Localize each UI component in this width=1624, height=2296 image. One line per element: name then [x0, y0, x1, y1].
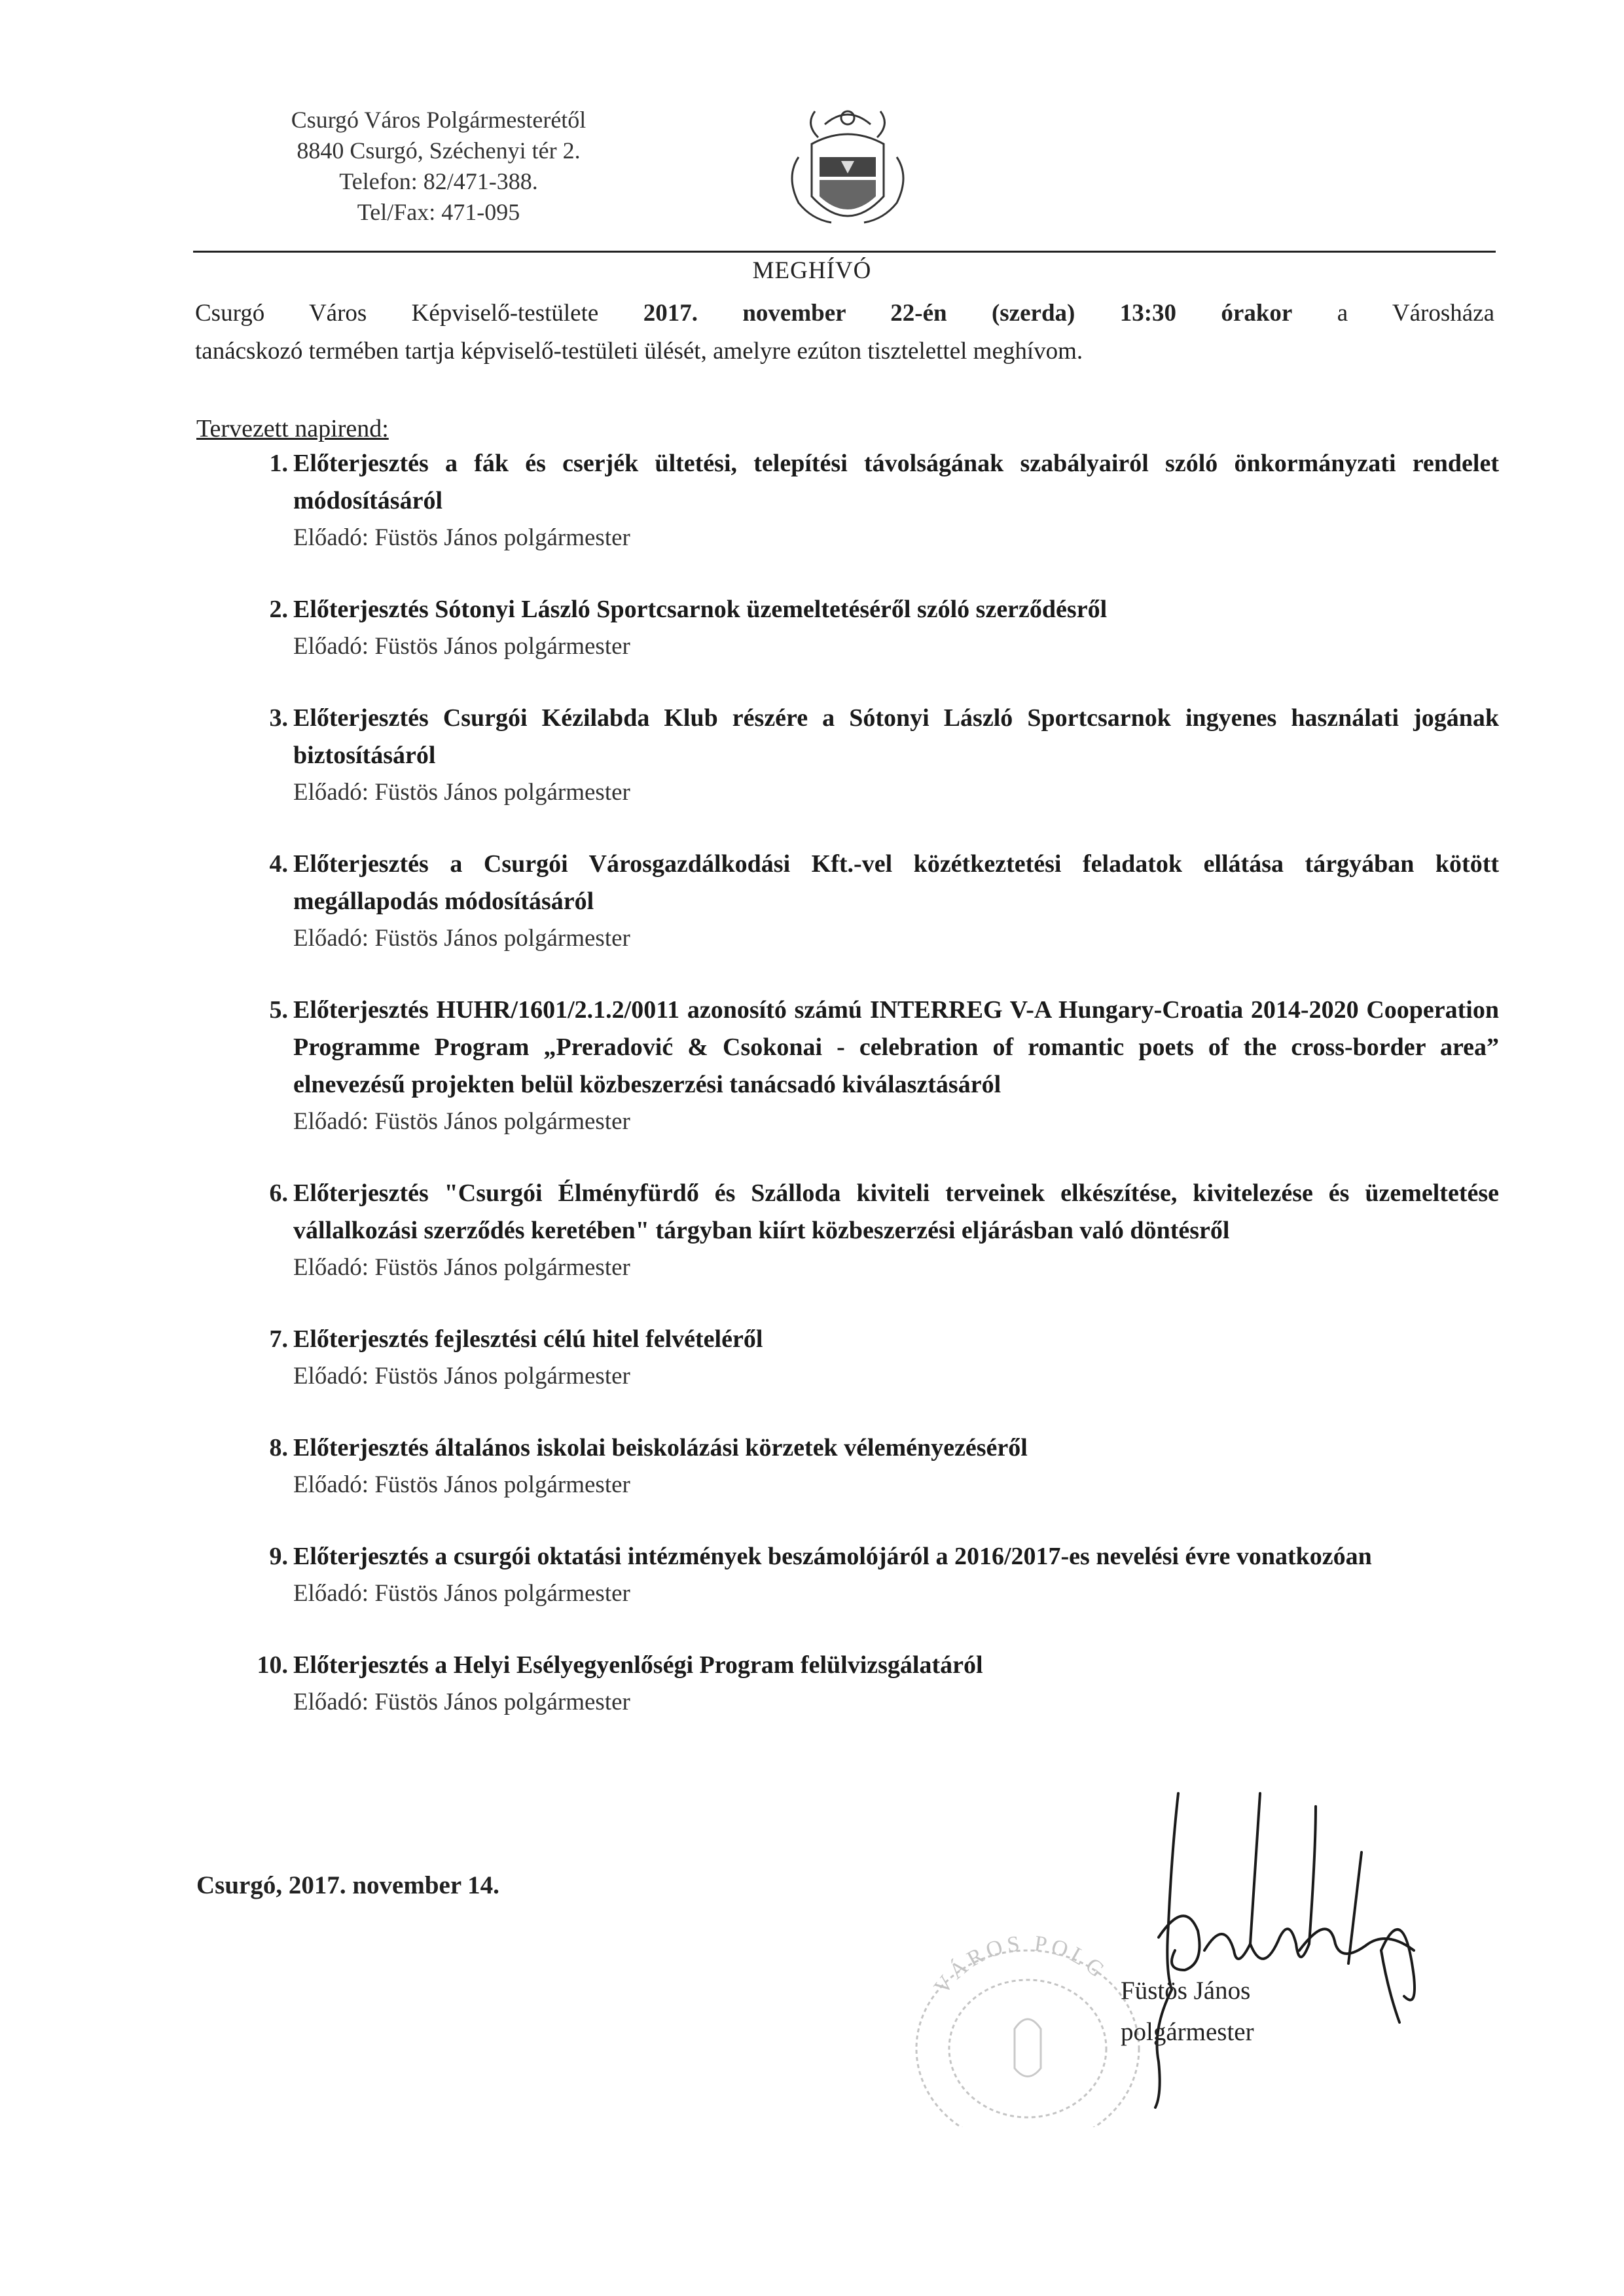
agenda-item [196, 1321, 1499, 1395]
invitation-line-1 [195, 295, 1494, 332]
page-title: MEGHÍVÓ [752, 257, 872, 284]
sender-fax: Tel/Fax: 471-095 [357, 199, 520, 225]
meeting-datetime: 2017. november 22-én (szerda) 13:30 órakor [643, 300, 1293, 327]
signer-name: Füstös János [1121, 1977, 1251, 2005]
agenda-item [196, 591, 1499, 665]
document-date: Csurgó, 2017. november 14. [196, 1871, 499, 1899]
intro-prefix: Csurgó Város Képviselő-testülete [195, 300, 643, 327]
agenda-item [196, 1175, 1499, 1286]
agenda-item-speaker: Előadó: Füstös János polgármester [293, 779, 630, 806]
agenda-item-speaker: Előadó: Füstös János polgármester [293, 925, 630, 952]
agenda-item-number: 10. [257, 1651, 288, 1679]
agenda-item-speaker: Előadó: Füstös János polgármester [293, 1580, 630, 1607]
agenda-item-speaker: Előadó: Füstös János polgármester [293, 524, 630, 551]
sender-name: Csurgó Város Polgármesterétől [291, 107, 586, 133]
coat-of-arms-icon [779, 98, 916, 242]
invitation-text [195, 295, 1494, 370]
agenda-list [196, 445, 1499, 1755]
agenda-heading: Tervezett napirend: [196, 415, 389, 442]
agenda-item-number: 7. [269, 1325, 288, 1353]
agenda-item-number: 6. [269, 1179, 288, 1207]
agenda-item [196, 1429, 1499, 1503]
agenda-item-title: Előterjesztés a Helyi Esélyegyenlőségi Program felülvizsgálatáról [293, 1651, 983, 1679]
agenda-item-speaker: Előadó: Füstös János polgármester [293, 633, 630, 660]
stamp-text: VÁROS POLG [929, 1931, 1112, 2000]
agenda-item-number: 4. [269, 850, 288, 878]
agenda-item-number: 2. [269, 596, 288, 623]
sender-block [216, 105, 661, 228]
agenda-item-speaker: Előadó: Füstös János polgármester [293, 1254, 630, 1281]
agenda-item-title: Előterjesztés a fák és cserjék ültetési, telepítési távolságának szabályairól szóló önkormányzati rendelet módosításáról [293, 450, 1499, 514]
agenda-item-title: Előterjesztés HUHR/1601/2.1.2/0011 azonosító számú INTERREG V-A Hungary-Croatia 2014-2020 Cooperation Programme Program „Preradović & Csokonai - celebration of romantic poets of the cross-border area” elnevezésű projekten belül közbeszerzési tanácsadó kiválasztásáról [293, 996, 1499, 1098]
agenda-item-number: 1. [269, 450, 288, 477]
agenda-item-speaker: Előadó: Füstös János polgármester [293, 1689, 630, 1715]
agenda-item-title: Előterjesztés a Csurgói Városgazdálkodási Kft.-vel közétkeztetési feladatok ellátása tárgyában kötött megállapodás módosításáról [293, 850, 1499, 915]
signer-role: polgármester [1121, 2018, 1254, 2046]
agenda-item-speaker: Előadó: Füstös János polgármester [293, 1471, 630, 1498]
agenda-item [196, 700, 1499, 811]
agenda-item-number: 5. [269, 996, 288, 1024]
sender-address: 8840 Csurgó, Széchenyi tér 2. [297, 137, 581, 164]
sender-phone: Telefon: 82/471-388. [339, 168, 538, 194]
intro-suffix: a Városháza [1292, 300, 1494, 327]
agenda-item [196, 1538, 1499, 1612]
agenda-item [196, 846, 1499, 957]
agenda-item-title: Előterjesztés a csurgói oktatási intézmények beszámolójáról a 2016/2017-es nevelési évre vonatkozóan [293, 1543, 1372, 1570]
agenda-item-title: Előterjesztés általános iskolai beiskolázási körzetek véleményezéséről [293, 1434, 1028, 1462]
agenda-item [196, 445, 1499, 556]
agenda-item [196, 992, 1499, 1140]
agenda-item-speaker: Előadó: Füstös János polgármester [293, 1363, 630, 1390]
signer-block [1121, 1970, 1254, 2053]
agenda-item-title: Előterjesztés "Csurgói Élményfürdő és Szálloda kiviteli terveinek elkészítése, kivitelezése és üzemeltetése vállalkozási szerződés keretében" tárgyban kiírt közbeszerzési eljárásban való döntésről [293, 1179, 1499, 1244]
agenda-item-title: Előterjesztés Sótonyi László Sportcsarnok üzemeltetéséről szóló szerződésről [293, 596, 1108, 623]
agenda-item-number: 8. [269, 1434, 288, 1462]
invitation-line-2: tanácskozó termében tartja képviselő-testületi ülését, amelyre ezúton tisztelettel meghívom. [195, 338, 1083, 365]
agenda-item [196, 1647, 1499, 1721]
handwritten-signature [1074, 1754, 1440, 2121]
header-divider [193, 251, 1496, 253]
agenda-item-speaker: Előadó: Füstös János polgármester [293, 1108, 630, 1135]
agenda-item-title: Előterjesztés fejlesztési célú hitel felvételéről [293, 1325, 763, 1353]
agenda-item-title: Előterjesztés Csurgói Kézilabda Klub részére a Sótonyi László Sportcsarnok ingyenes használati jogának biztosításáról [293, 704, 1499, 769]
agenda-item-number: 3. [269, 704, 288, 732]
agenda-item-number: 9. [269, 1543, 288, 1570]
